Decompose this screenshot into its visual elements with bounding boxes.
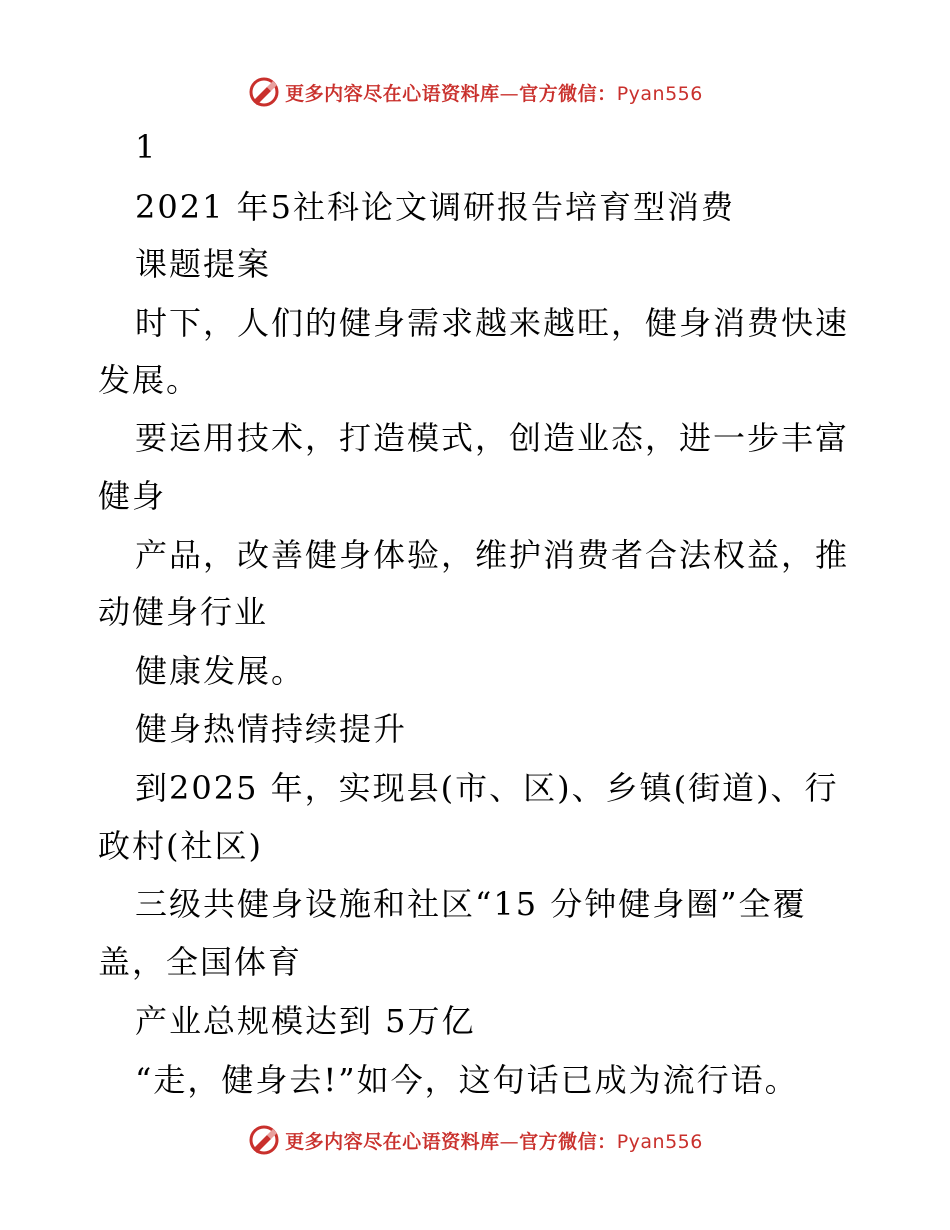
watermark-text: 更多内容尽在心语资料库—官方微信：Pyan556 (285, 82, 703, 105)
watermark-text: 更多内容尽在心语资料库—官方微信：Pyan556 (285, 1130, 703, 1153)
pen-logo-icon (247, 1123, 281, 1157)
text-line: 动健身行业 (98, 593, 269, 631)
text-line: 要运用技术，打造模式，创造业态，进一步丰富 (135, 419, 850, 457)
section-heading: 健身热情持续提升 (135, 710, 408, 748)
pen-logo-icon (247, 75, 281, 109)
text-line: 三级共健身设施和社区“15 分钟健身圈”全覆 (135, 885, 807, 923)
text-line: “走，健身去!”如今，这句话已成为流行语。 (135, 1061, 799, 1099)
text-line: 发展。 (98, 361, 201, 399)
document-title: 2021 年5社科论文调研报告培育型消费 (135, 188, 735, 226)
text-line: 时下，人们的健身需求越来越旺，健身消费快速 (135, 304, 850, 342)
text-line: 产业总规模达到 5万亿 (135, 1002, 476, 1040)
text-line: 政村(社区) (98, 827, 263, 865)
header-watermark (0, 72, 950, 112)
text-line: 产品，改善健身体验，维护消费者合法权益，推 (135, 536, 850, 574)
footer-watermark (0, 1120, 950, 1160)
text-line: 健康发展。 (135, 652, 306, 690)
text-line: 盖，全国体育 (98, 943, 303, 981)
document-subtitle: 课题提案 (135, 245, 272, 283)
text-line: 到2025 年，实现县(市、区)、乡镇(街道)、行 (135, 769, 839, 807)
text-line: 健身 (98, 477, 167, 515)
page-number: 1 (135, 128, 158, 166)
